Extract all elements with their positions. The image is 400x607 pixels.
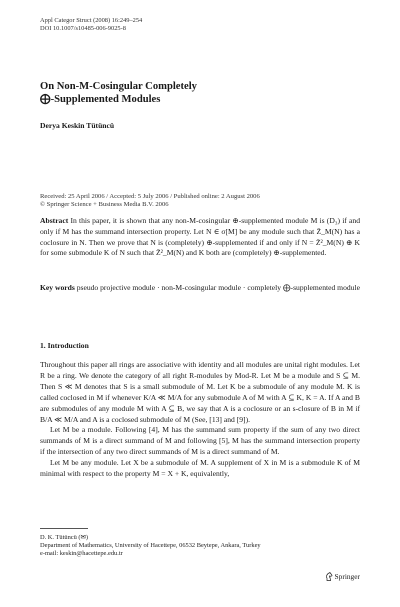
copyright: © Springer Science + Business Media B.V. 2006 [40,201,169,209]
journal-citation: Appl Categor Struct (2008) 16:249–254 [40,17,143,24]
paper-page [40,0,360,607]
publisher-logo [325,572,360,581]
paragraph-2: Let M be a module. Following [4], M has the summand sum property if the sum of any two direct summands of M is a direct summand of M and following [5], M has the summand intersection property if the intersection of any two direct summands of M is a direct summand of M. [40,425,360,457]
section-title: Introduction [47,341,89,350]
abstract [40,216,360,259]
journal-header [40,17,142,33]
received-info [40,193,260,210]
paragraph-3: Let M be any module. Let X be a submodule of M. A supplement of X in M is a submodule K of M minimal with respect to the property M = X + K, equivalently, [40,458,360,479]
paper-title [40,81,197,106]
footnote-affiliation: Department of Mathematics, University of Hacettepe, 06532 Beytepe, Ankara, Turkey [40,542,261,550]
footnote-email: e-mail: keskin@hacettepe.edu.tr [40,550,123,558]
publisher-name: Springer [334,572,360,581]
springer-knight-icon [325,572,333,581]
keywords-label: Key words [40,283,75,292]
publication-dates: Received: 25 April 2006 / Accepted: 5 July 2006 / Published online: 2 August 2006 [40,193,260,200]
title-line-1: On Non-M-Cosingular Completely [40,81,197,92]
keywords [40,283,360,294]
author-footnote [40,534,261,558]
paragraph-1: Throughout this paper all rings are associative with identity and all modules are unital right modules. Let R be a ring. We denote the category of all right R-modules by Mod-R. Let M be a module and S ⊆ M. Then S ≪ M denotes that S is a small submodule of M. Let K be a submodule of any module M. K is called coclosed in M if whenever K/A ≪ M/A for any submodule A of M with A ⊆ K, K = A. If A and B are submodules of any module M with A ⊆ B, we say that A is a coclosure or an s-closure of B in M if B/A ≪ M/A and A is a coclosed submodule of M (See, [13] and [9]). [40,360,360,424]
doi: DOI 10.1007/s10485-006-9025-8 [40,25,126,33]
section-heading: 1. Introduction [40,341,89,350]
keywords-text: pseudo projective module · non-M-cosingular module · completely ⨁-supplemented module [76,283,360,292]
footnote-divider [40,528,88,529]
abstract-text: In this paper, it is shown that any non-M-cosingular ⊕-supplemented module M is (D₃) if and only if M has the summand intersection property. Let N ∈ σ[M] be any module such that Z̄_M(N) has a coclosure in N. Then we prove that N is (completely) ⊕-supplemented if and only if N = Z̄²_M(N) ⊕ K for some submodule K of N such that Z̄²_M(N) and K both are (completely) ⊕-supplemented. [40,216,360,258]
section-number: 1 [40,341,44,350]
body-text [40,360,360,480]
title-line-2: ⨁-Supplemented Modules [40,93,161,105]
footnote-author: D. K. Tütüncü (✉) [40,534,89,541]
abstract-label: Abstract [40,216,69,225]
author-name: Derya Keskin Tütüncü [40,121,115,130]
